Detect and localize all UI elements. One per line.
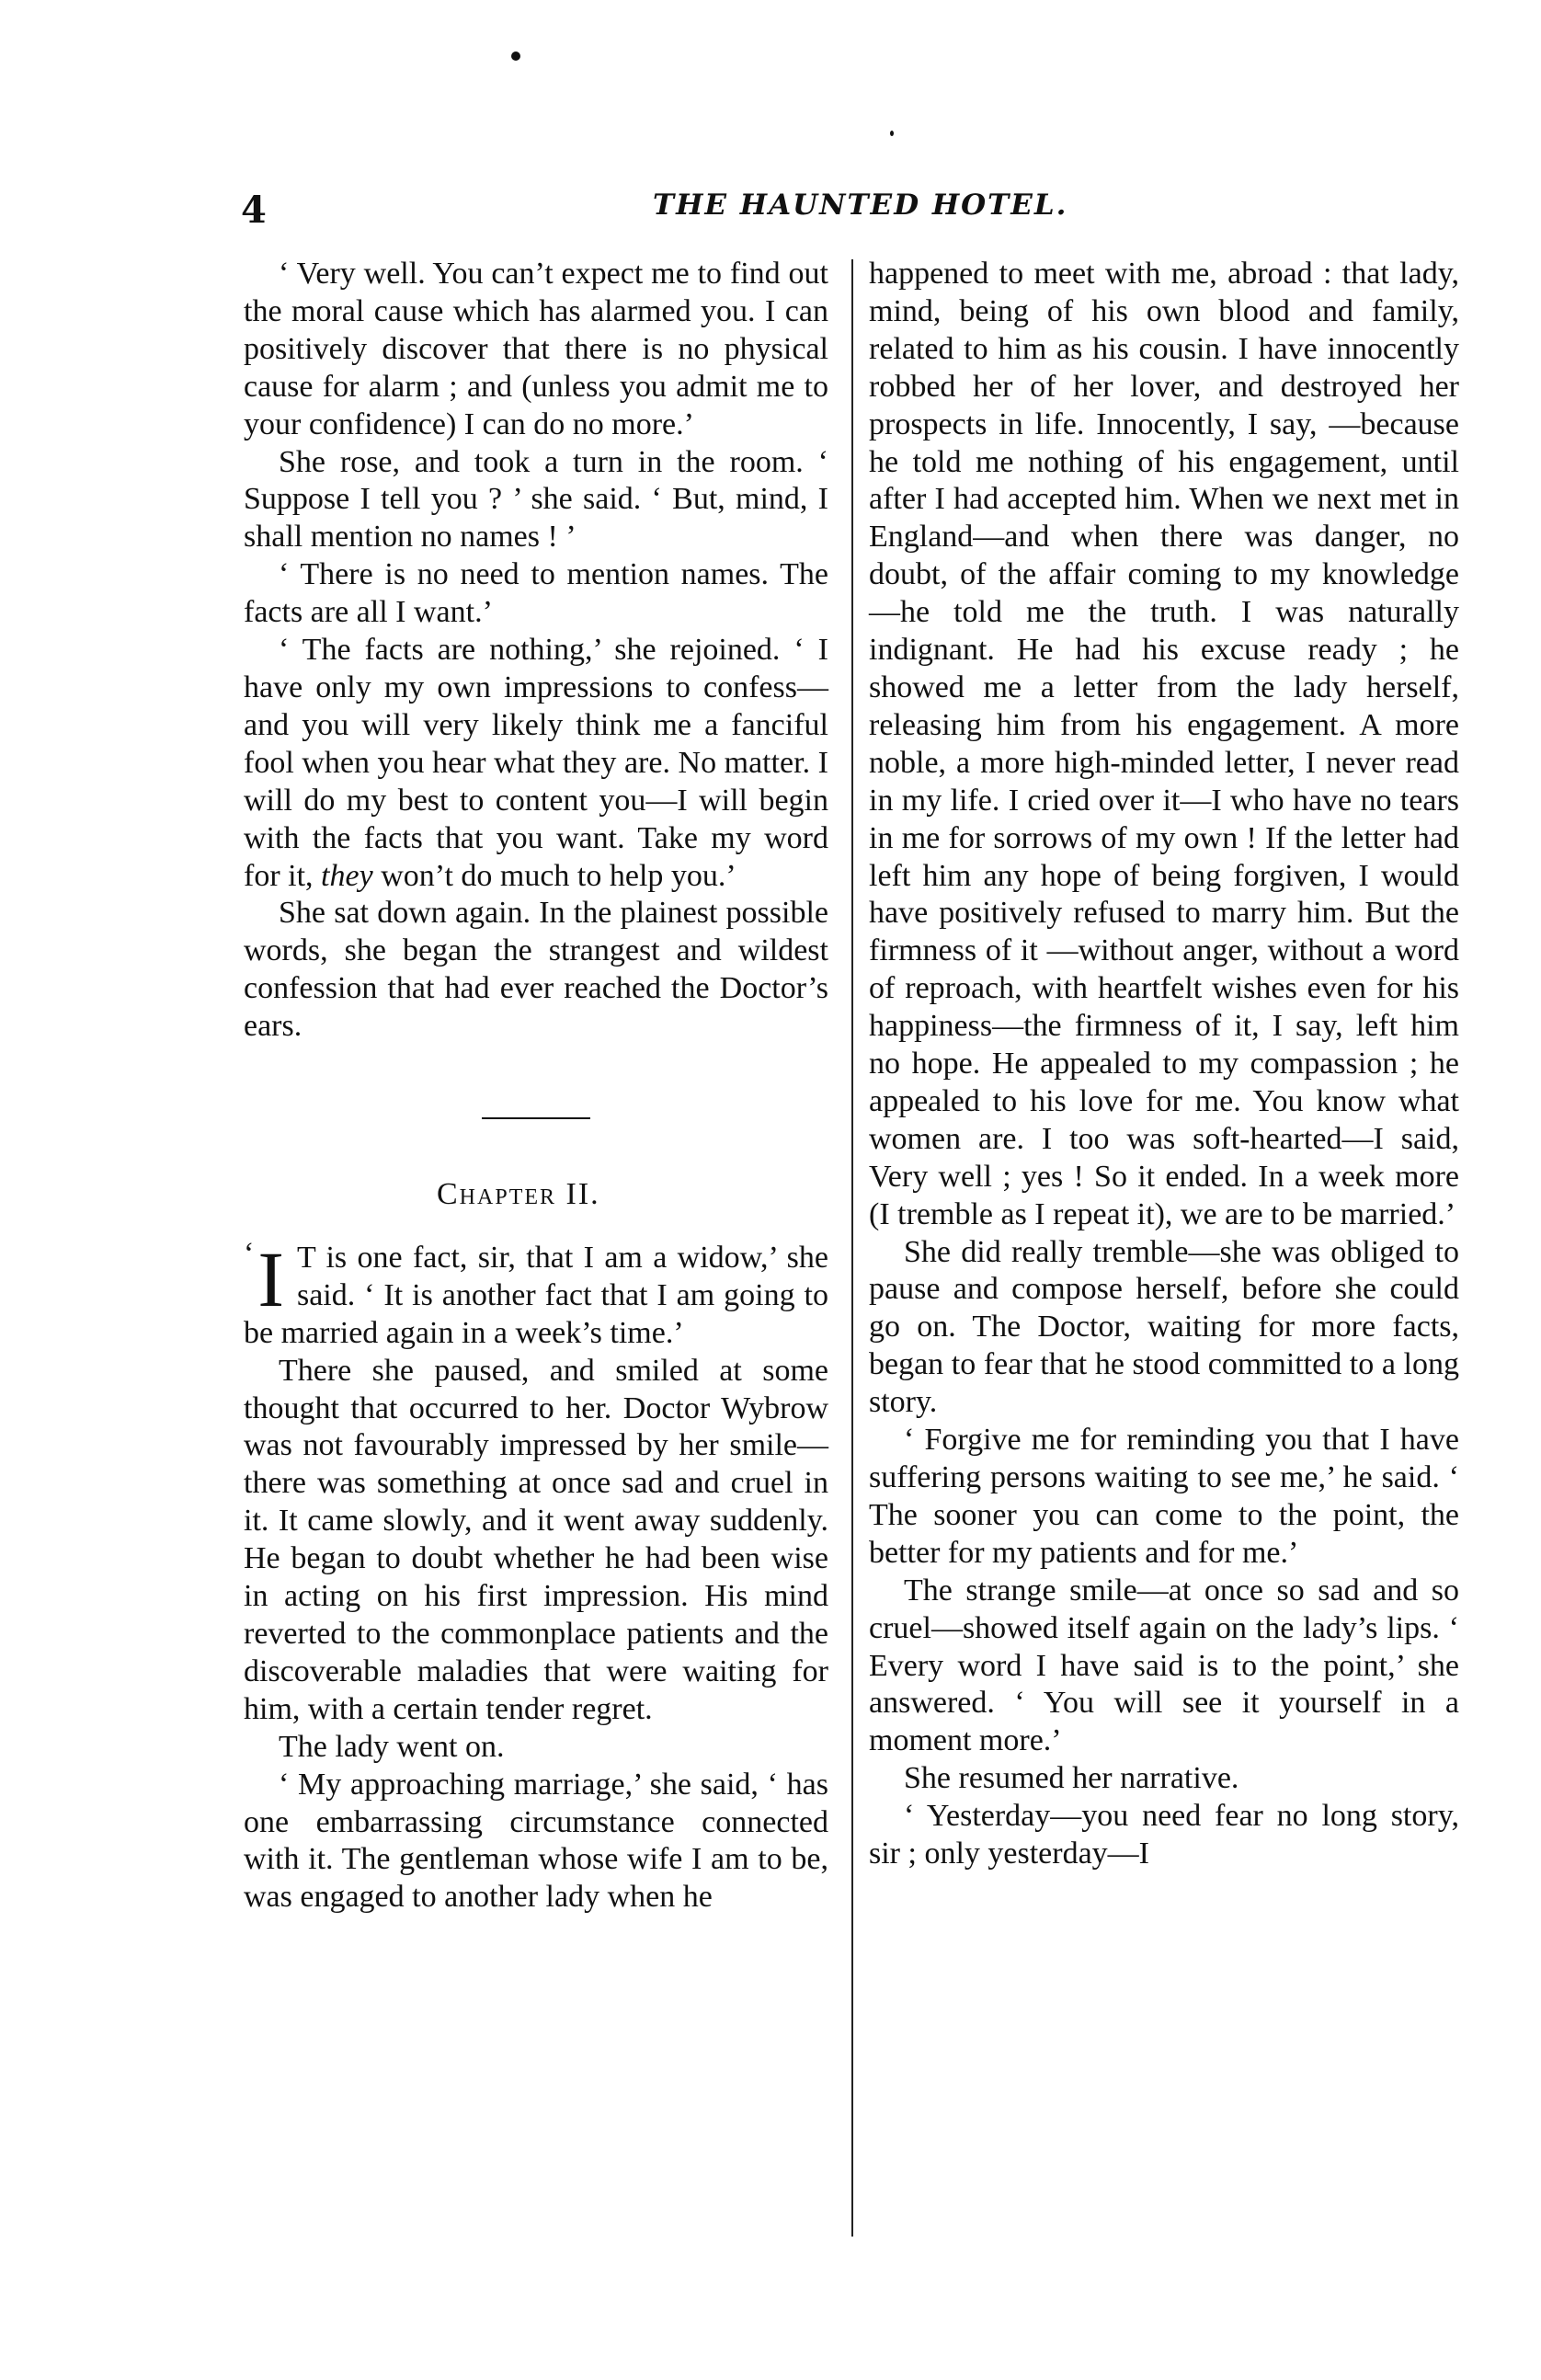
page-number: 4 <box>241 189 267 232</box>
ink-speck <box>511 51 520 61</box>
paragraph: She resumed her narrative. <box>904 1761 1239 1796</box>
paragraph: The strange smile—at once so sad and so cruel—showed itself again on the lady’s lips. ‘ Every word I have said is to the point,’ she answered. ‘ You will see it yourself in a moment more.’ <box>869 1573 1459 1758</box>
paragraph: ‘ Very well. You can’t expect me to find out the moral cause which has alarmed you. I can positively discover that there is no physical cause for alarm ; and (unless you admit me to your confidence) I can do no more.’ <box>244 257 828 441</box>
paragraph-text: T is one fact, sir, that I am a widow,’ she said. ‘ It is another fact that I am going to be married again in a week’s time.’ <box>244 1240 828 1350</box>
ink-speck <box>890 131 894 136</box>
paragraph: She did really tremble—she was obliged to pause and compose herself, before she could go on. The Doctor, waiting for more facts, began to fear that he stood committed to a long story. <box>869 1234 1459 1420</box>
running-title: THE HAUNTED HOTEL. <box>653 189 1068 222</box>
section-divider <box>482 1117 590 1119</box>
paragraph: There she paused, and smiled at some thought that occurred to her. Doctor Wybrow was not favourably impressed by her smile—there was something at once sad and cruel in it. It came slowly, and it went away suddenly. He began to doubt whether he had been wise in acting on his first impression. His mind reverted to the commonplace patients and the discoverable maladies that were waiting for him, with a certain tender regret. <box>244 1353 828 1726</box>
paragraph: ‘ My approaching marriage,’ she said, ‘ has one embarrassing circumstance connected with it. The gentleman whose wife I am to be, was engaged to another lady when he <box>244 1767 828 1915</box>
paragraph-text: ‘ The facts are nothing,’ she rejoined. ‘ I have only my own impressions to confess—and you will very likely think me a fanciful fool when you hear what they are. No matter. I will do my best to content you—I will begin with the facts that you want. Take my word for it, <box>244 633 828 893</box>
opening-quote: ‘ <box>244 1236 255 1271</box>
column-rule <box>851 259 853 2237</box>
right-column <box>869 256 1459 1873</box>
chapter-first-paragraph <box>244 1234 828 1353</box>
italic-word: they <box>321 858 373 893</box>
paragraph: happened to meet with me, abroad : that lady, mind, being of his own blood and family, related to him as his cousin. I have innocently robbed her of her lover, and destroyed her prospects in life. Innocently, I say, —because he told me nothing of his engagement, until after I had accepted him. When we next met in England—and when there was danger, no doubt, of the affair coming to my knowledge—he told me the truth. I was naturally indignant. He had his excuse ready ; he showed me a letter from the lady herself, releasing him from his engagement. A more noble, a more high-minded letter, I never read in my life. I cried over it—I who have no tears in me for sorrows of my own ! If the letter had left him any hope of being forgiven, I would have positively refused to marry him. But the firmness of it —without anger, without a word of reproach, with heartfelt wishes even for his happiness—the firmness of it, I say, left him no hope. He appealed to my compassion ; he appealed to his love for me. You know what women are. I too was soft-hearted—I said, Very well ; yes ! So it ended. In a week more (I tremble as I repeat it), we are to be married.’ <box>869 257 1459 1231</box>
chapter-heading: Chapter II. <box>437 1177 600 1212</box>
paragraph-text: won’t do much to help you.’ <box>372 858 736 893</box>
paragraph: The lady went on. <box>279 1729 505 1764</box>
paragraph <box>244 632 828 895</box>
paragraph: ‘ Forgive me for reminding you that I have suffering persons waiting to see me,’ he said. ‘ The sooner you can come to the point, the better for my patients and for me.’ <box>869 1423 1459 1570</box>
paragraph: She sat down again. In the plainest possible words, she began the strangest and wildest confession that had ever reached the Doctor’s ears. <box>244 896 828 1044</box>
paragraph: ‘ There is no need to mention names. The facts are all I want.’ <box>244 557 828 630</box>
left-column <box>244 256 828 1917</box>
drop-cap: I <box>257 1234 284 1323</box>
paragraph: ‘ Yesterday—you need fear no long story, sir ; only yesterday—I <box>869 1799 1459 1871</box>
paragraph: She rose, and took a turn in the room. ‘ Suppose I tell you ? ’ she said. ‘ But, mind, I shall mention no names ! ’ <box>244 444 828 555</box>
